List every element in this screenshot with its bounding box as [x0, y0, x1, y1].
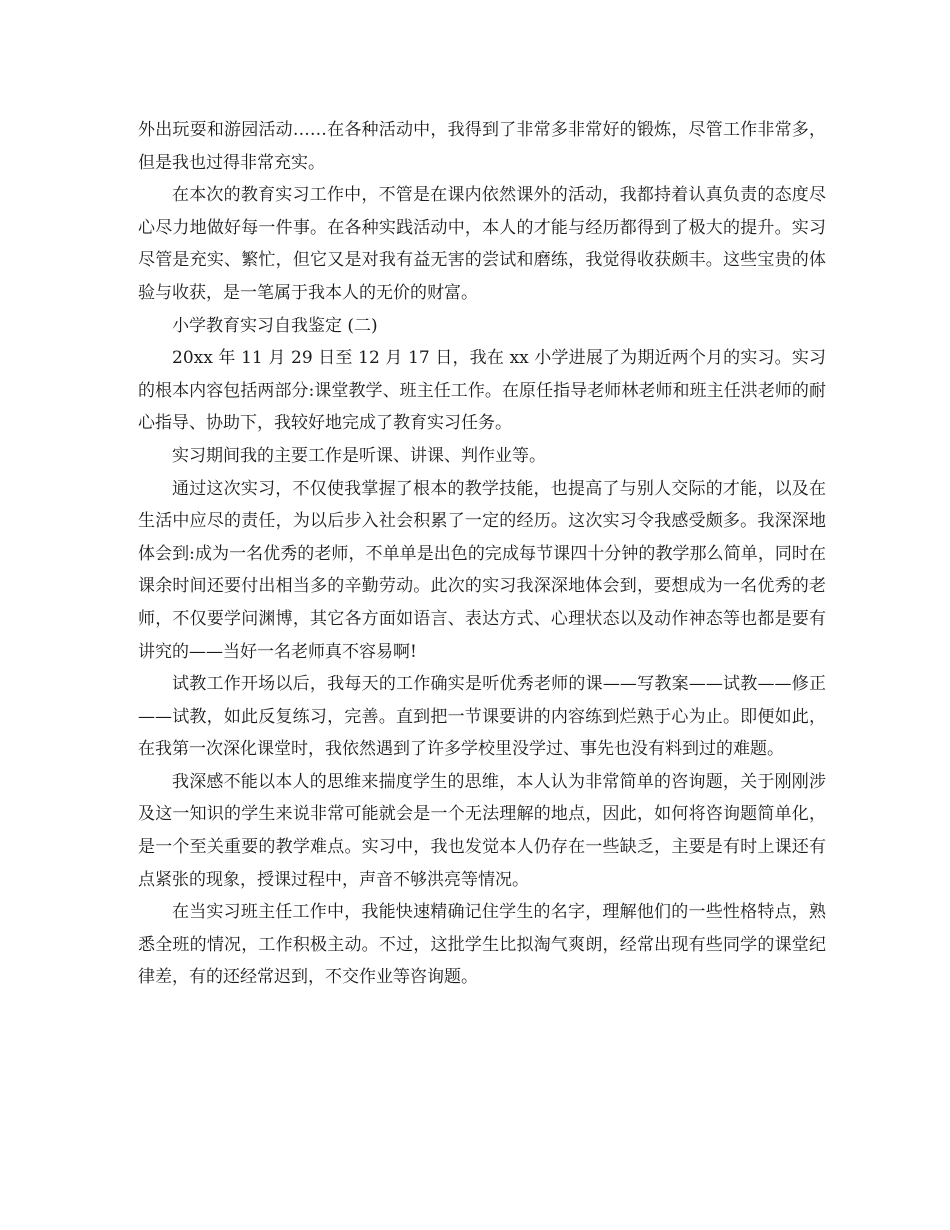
paragraph: 在本次的教育实习工作中，不管是在课内依然课外的活动，我都持着认真负责的态度尽心尽力地做好每一件事。在各种实践活动中，本人的才能与经历都得到了极大的提升。实习尽管是充实、繁忙，但它又是对我有益无害的尝试和磨练，我觉得收获颇丰。这些宝贵的体验与收获，是一笔属于我本人的无价的财富。 [138, 185, 826, 303]
section-heading: 小学教育实习自我鉴定 (二) [172, 315, 378, 336]
paragraph: 我深感不能以本人的思维来揣度学生的思维，本人认为非常简单的咨询题，关于刚刚涉及这一知识的学生来说非常可能就会是一个无法理解的地点，因此，如何将咨询题简单化，是一个至关重要的教学难点。实习中，我也发觉本人仍存在一些缺乏，主要是有时上课还有点紧张的现象，授课过程中，声音不够洪亮等情况。 [138, 771, 826, 890]
paragraph-continuation: 外出玩耍和游园活动……在各种活动中，我得到了非常多非常好的锻炼，尽管工作非常多，但是我也过得非常充实。 [138, 120, 826, 173]
paragraph: 实习期间我的主要工作是听课、讲课、判作业等。 [172, 445, 546, 466]
document-body [138, 114, 826, 994]
paragraph: 通过这次实习，不仅使我掌握了根本的教学技能，也提高了与别人交际的才能，以及在生活中应尽的责任，为以后步入社会积累了一定的经历。这次实习令我感受颇多。我深深地体会到:成为一名优秀的老师，不单单是出色的完成每节课四十分钟的教学那么简单，同时在课余时间还要付出相当多的辛勤劳动。此次的实习我深深地体会到，要想成为一名优秀的老师，不仅要学问渊博，其它各方面如语言、表达方式、心理状态以及动作神态等也都是要有讲究的——当好一名老师真不容易啊! [138, 478, 826, 662]
paragraph: 试教工作开场以后，我每天的工作确实是听优秀老师的课——写教案——试教——修正——试教，如此反复练习，完善。直到把一节课要讲的内容练到烂熟于心为止。即便如此，在我第一次深化课堂时，我依然遇到了许多学校里没学过、事先也没有料到过的难题。 [138, 674, 826, 760]
paragraph: 20xx 年 11 月 29 日至 12 月 17 日，我在 xx 小学进展了为期近两个月的实习。实习的根本内容包括两部分:课堂教学、班主任工作。在原任指导老师林老师和班主任洪老师的耐心指导、协助下，我较好地完成了教育实习任务。 [138, 348, 826, 434]
paragraph: 在当实习班主任工作中，我能快速精确记住学生的名字，理解他们的一些性格特点，熟悉全班的情况，工作积极主动。不过，这批学生比拟淘气爽朗，经常出现有些同学的课堂纪律差，有的还经常迟到，不交作业等咨询题。 [138, 902, 826, 988]
